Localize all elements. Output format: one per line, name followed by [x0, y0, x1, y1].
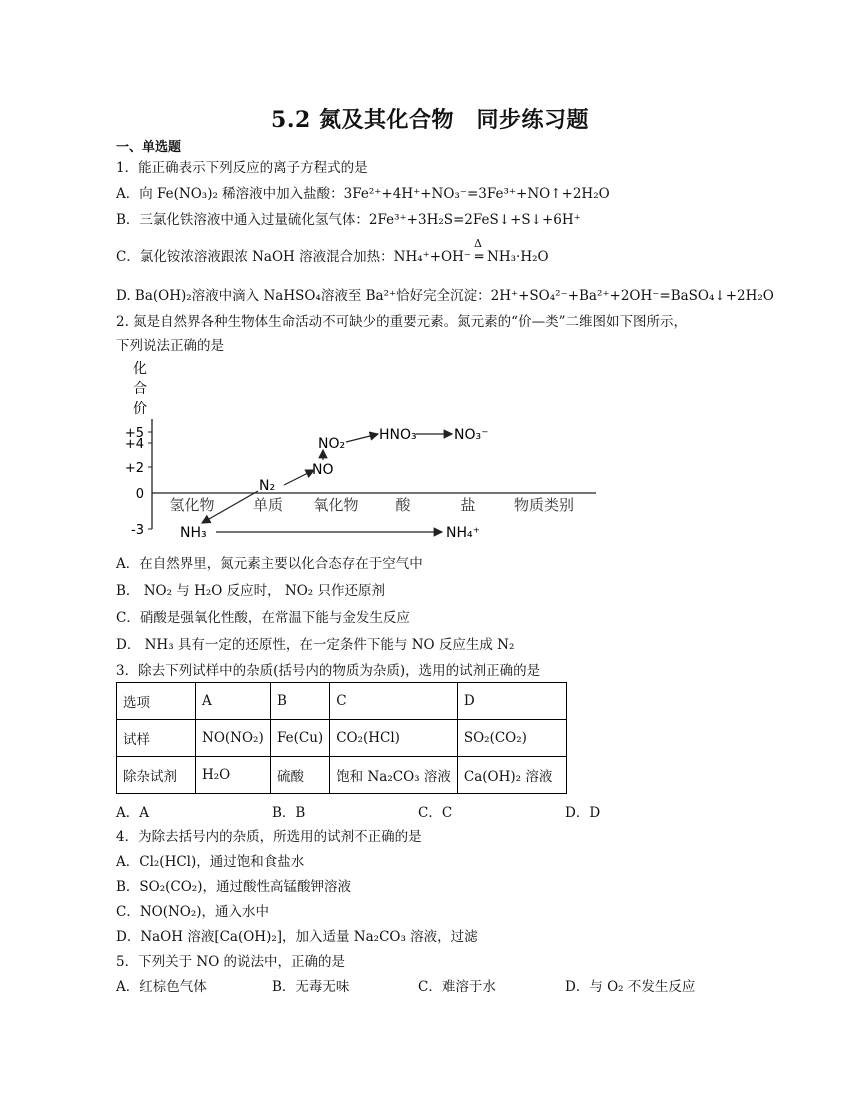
q4-option-c: C．NO(NO₂)，通入水中: [116, 904, 270, 920]
q3-answer-a: A．A: [116, 805, 149, 821]
table-cell: 饱和 Na₂CO₃ 溶液: [330, 757, 458, 794]
table-cell: B: [271, 683, 330, 720]
table-cell: CO₂(HCl): [330, 720, 458, 757]
species-nh4: NH₄⁺: [446, 525, 481, 541]
x-category-label: 盐: [460, 496, 476, 514]
y-axis-title-3: 价: [133, 401, 147, 417]
y-tick-label: 0: [135, 487, 144, 502]
table-cell: 除杂试剂: [117, 757, 196, 794]
q3-stem: 3．除去下列试样中的杂质(括号内的物质为杂质)，选用的试剂正确的是: [116, 663, 541, 679]
q3-answer-b: B．B: [272, 805, 306, 821]
table-cell: Fe(Cu): [271, 720, 330, 757]
table-row: [117, 720, 567, 757]
q4-option-a: A．Cl₂(HCl)，通过饱和食盐水: [116, 854, 305, 870]
q4-stem: 4．为除去括号内的杂质，所选用的试剂不正确的是: [116, 829, 422, 845]
q5-answer-d: D．与 O₂ 不发生反应: [565, 979, 696, 995]
q1-option-c-right: NH₃·H₂O: [487, 249, 549, 265]
q1-option-d: D. Ba(OH)₂溶液中滴入 NaHSO₄溶液至 Ba²⁺恰好完全沉淀：2H⁺+SO₄²⁻+Ba²⁺+2OH⁻=BaSO₄↓+2H₂O: [116, 288, 774, 304]
delta-symbol: Δ: [474, 237, 482, 250]
y-tick-label: -3: [131, 523, 144, 538]
y-axis-title-2: 合: [133, 381, 147, 397]
arrow-n2-to-no: [284, 470, 314, 485]
table-cell: A: [196, 683, 271, 720]
q5-answer-c: C．难溶于水: [418, 979, 496, 995]
q1-stem: 1．能正确表示下列反应的离子方程式的是: [116, 160, 368, 176]
q3-answer-c: C．C: [418, 805, 453, 821]
q1-option-c-left: NH₄⁺+OH⁻: [393, 249, 472, 265]
q2-option-d: D． NH₃ 具有一定的还原性，在一定条件下能与 NO 反应生成 N₂: [116, 637, 515, 653]
q5-answer-a: A．红棕色气体: [116, 979, 207, 995]
table-cell: 试样: [117, 720, 196, 757]
table-cell: 硫酸: [271, 757, 330, 794]
table-cell: Ca(OH)₂ 溶液: [457, 757, 566, 794]
species-no2: NO₂: [318, 436, 346, 452]
q5-stem: 5．下列关于 NO 的说法中，正确的是: [116, 954, 346, 970]
heat-arrow: Δ ═: [474, 237, 484, 265]
q1-option-c-prefix: C．氯化铵浓溶液跟浓 NaOH 溶液混合加热：: [116, 249, 394, 265]
table-cell: C: [330, 683, 458, 720]
table-cell: 选项: [117, 683, 196, 720]
valence-class-diagram: [116, 357, 596, 547]
q3-answer-d: D．D: [565, 805, 601, 821]
q1-option-b: B．三氯化铁溶液中通入过量硫化氢气体：2Fe³⁺+3H₂S=2FeS↓+S↓+6H⁺: [116, 212, 581, 228]
species-hno3: HNO₃: [379, 427, 417, 443]
q2-stem-line2: 下列说法正确的是: [116, 338, 224, 354]
table-cell: NO(NO₂): [196, 720, 271, 757]
species-n2: N₂: [259, 478, 276, 494]
section-heading: 一、单选题: [116, 140, 182, 155]
table-cell: D: [457, 683, 566, 720]
q2-option-b: B． NO₂ 与 H₂O 反应时， NO₂ 只作还原剂: [116, 583, 386, 599]
q2-option-c: C．硝酸是强氧化性酸，在常温下能与金发生反应: [116, 610, 410, 626]
arrow-no2-to-hno3: [346, 434, 378, 442]
y-tick-label: +2: [124, 461, 144, 476]
x-category-label: 物质类别: [513, 496, 575, 514]
q1-option-c: [116, 237, 549, 265]
table-row: [117, 757, 567, 794]
q2-stem-line1: 2. 氮是自然界各种生物体生命活动不可缺少的重要元素。氮元素的“价—类”二维图如下图所示，: [116, 314, 687, 330]
species-nh3: NH₃: [180, 525, 207, 541]
table-row: [117, 683, 567, 720]
page-title: 5.2 氮及其化合物 同步练习题: [271, 107, 589, 133]
q2-option-a: A．在自然界里，氮元素主要以化合态存在于空气中: [116, 556, 423, 572]
q4-option-b: B．SO₂(CO₂)，通过酸性高锰酸钾溶液: [116, 879, 351, 895]
q4-option-d: D．NaOH 溶液[Ca(OH)₂]，加入适量 Na₂CO₃ 溶液，过滤: [116, 929, 478, 945]
y-tick-label: +4: [124, 437, 144, 452]
table-cell: H₂O: [196, 757, 271, 794]
q3-options-table: [116, 682, 567, 794]
table-cell: SO₂(CO₂): [457, 720, 566, 757]
q1-option-a: A．向 Fe(NO₃)₂ 稀溶液中加入盐酸：3Fe²⁺+4H⁺+NO₃⁻=3Fe³⁺+NO↑+2H₂O: [116, 186, 610, 202]
species-no3: NO₃⁻: [454, 427, 489, 443]
x-category-label: 氢化物: [169, 496, 215, 514]
q5-answer-b: B．无毒无味: [272, 979, 350, 995]
y-axis-title-1: 化: [133, 361, 147, 377]
x-category-label: 单质: [252, 496, 284, 514]
x-category-label: 氧化物: [313, 496, 359, 514]
species-no: NO: [312, 462, 334, 478]
x-category-label: 酸: [395, 496, 411, 514]
y-tick-label: +5: [124, 426, 144, 441]
